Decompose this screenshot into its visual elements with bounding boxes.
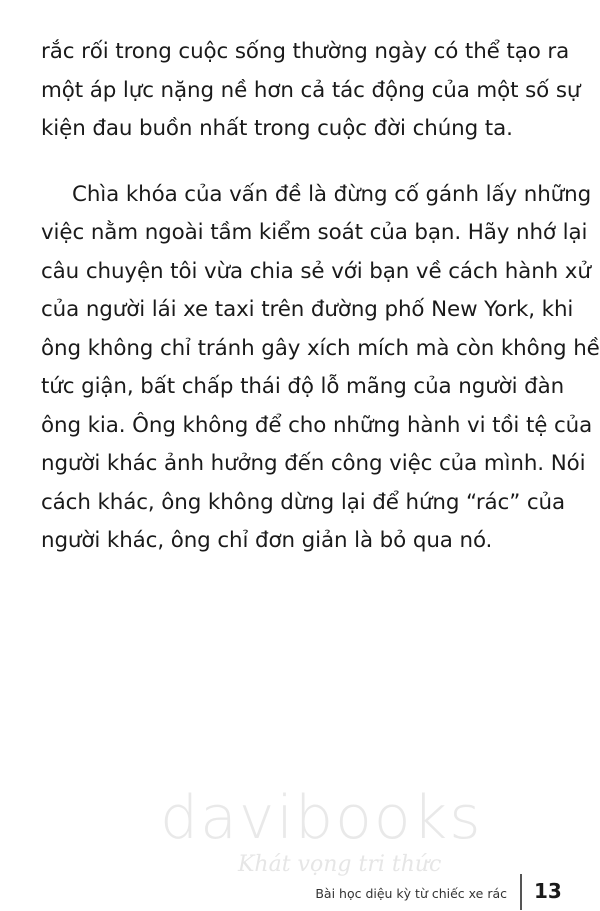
watermark-brand: davibooks — [160, 783, 483, 853]
paragraph-line: người khác, ông chỉ đơn giản là bỏ qua nó. — [41, 528, 493, 553]
paragraph-line: người khác ảnh hưởng đến công việc của mình. Nói — [41, 451, 586, 476]
paragraph-line: của người lái xe taxi trên đường phố New York, khi — [41, 297, 574, 322]
paragraph-line: cách khác, ông không dừng lại để hứng “rác” của — [41, 489, 566, 515]
body-text — [41, 33, 600, 561]
paragraph-line: việc nằm ngoài tầm kiểm soát của bạn. Hãy nhớ lại — [41, 220, 588, 245]
paragraph-line: câu chuyện tôi vừa chia sẻ với bạn về cách hành xử — [41, 258, 591, 284]
paragraph-line: một áp lực nặng nề hơn cả tác động của một số sự — [41, 77, 581, 103]
running-title: Bài học diệu kỳ từ chiếc xe rác — [315, 886, 507, 901]
watermark — [160, 783, 483, 877]
watermark-slogan: Khát vọng tri thức — [238, 852, 442, 877]
paragraph-line: Chìa khóa của vấn đề là đừng cố gánh lấy những — [72, 181, 592, 207]
paragraph-line: rắc rối trong cuộc sống thường ngày có thể tạo ra — [41, 39, 570, 64]
paragraph-line: ông không chỉ tránh gây xích mích mà còn không hề — [41, 335, 600, 361]
footer-divider — [520, 874, 522, 910]
paragraph-line: kiện đau buồn nhất trong cuộc đời chúng ta. — [41, 116, 513, 141]
page-number: 13 — [534, 879, 562, 903]
paragraph-line: ông kia. Ông không để cho những hành vi tồi tệ của — [41, 412, 593, 438]
paragraph-2 — [41, 176, 600, 561]
page-footer — [0, 874, 600, 911]
paragraph-1 — [41, 33, 581, 149]
paragraph-line: tức giận, bất chấp thái độ lỗ mãng của người đàn — [41, 374, 565, 399]
